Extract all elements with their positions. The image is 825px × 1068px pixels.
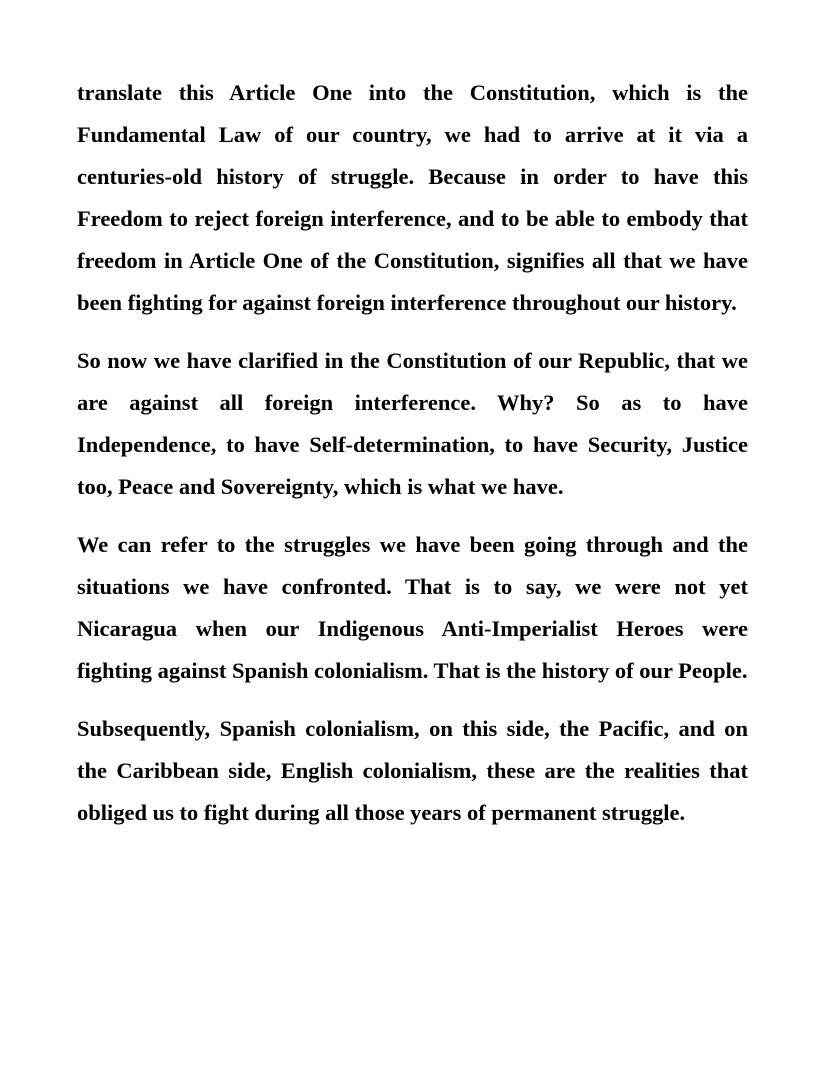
paragraph-constitution-clarified: So now we have clarified in the Constitution of our Republic, that we are against all foreign interference. Why? So as to have Independence, to have Self-determination, to have Security, Justice too, Peace and Sovereignty, which is what we have. (77, 348, 748, 499)
paragraph-colonialism: Subsequently, Spanish colonialism, on this side, the Pacific, and on the Caribbean side, English colonialism, these are the realities that obliged us to fight during all those years of permanent struggle. (77, 716, 748, 825)
paragraph-struggles: We can refer to the struggles we have been going through and the situations we have confronted. That is to say, we were not yet Nicaragua when our Indigenous Anti-Imperialist Heroes were fighting against Spanish colonialism. That is the history of our People. (77, 532, 748, 683)
paragraph-article-one: translate this Article One into the Constitution, which is the Fundamental Law of our country, we had to arrive at it via a centuries-old history of struggle. Because in order to have this Freedom to reject foreign interference, and to be able to embody that freedom in Article One of the Constitution, signifies all that we have been fighting for against foreign interference throughout our history. (77, 80, 748, 315)
document-page (77, 72, 748, 850)
